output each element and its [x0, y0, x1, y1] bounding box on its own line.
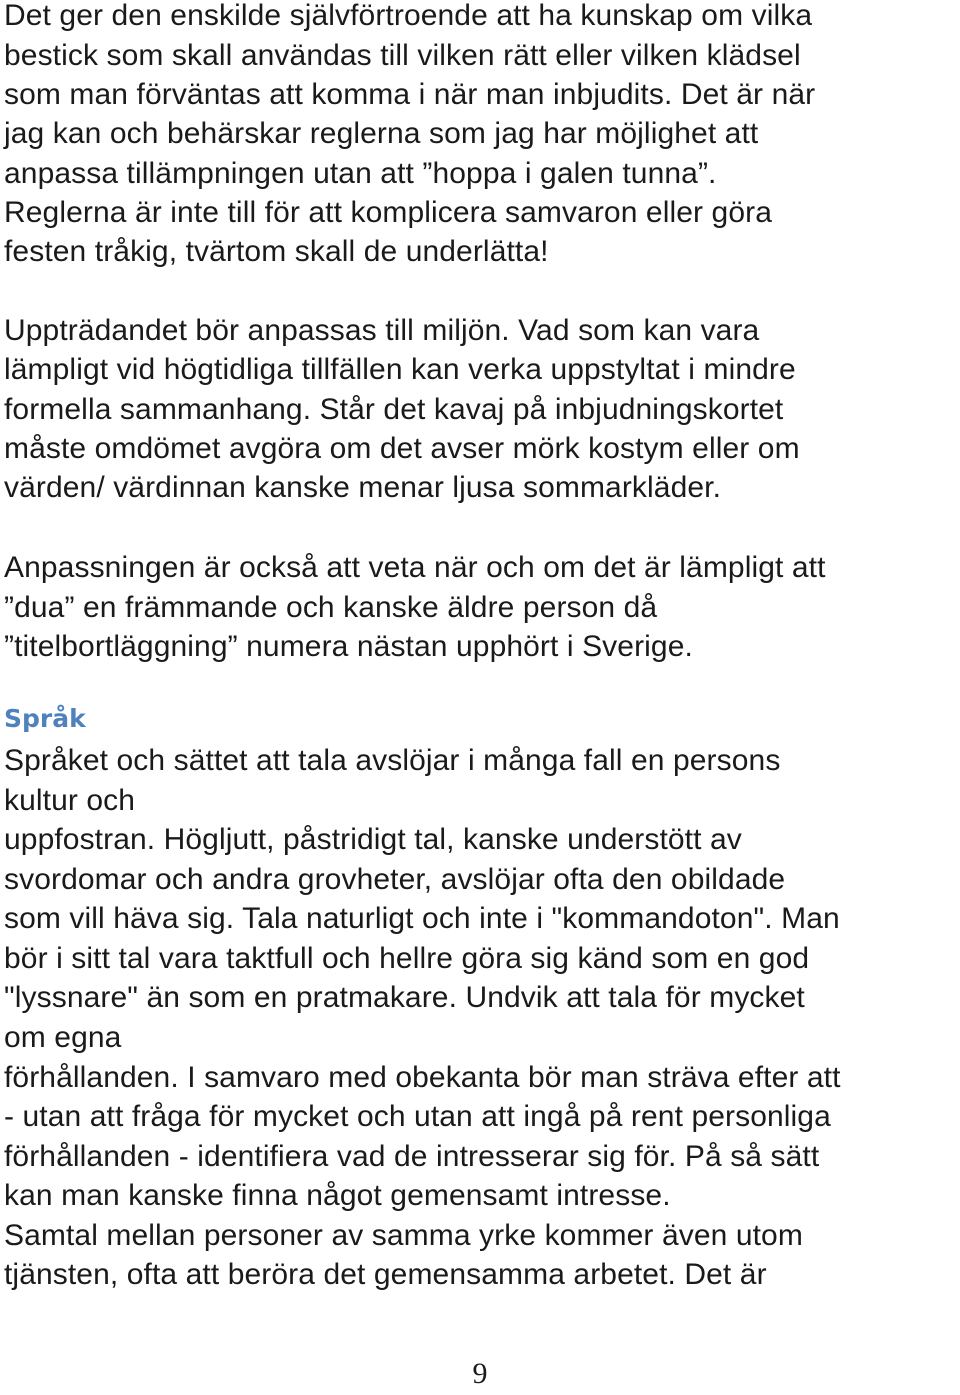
section-line-11: förhållanden - identifiera vad de intresserar sig för. På så sätt	[4, 1140, 820, 1173]
paragraph-1-line-3: som man förväntas att komma i när man inbjudits. Det är när	[4, 78, 816, 111]
paragraph-1-line-5: anpassa tillämpningen utan att ”hoppa i galen tunna”.	[4, 157, 717, 190]
paragraph-2-line-2: lämpligt vid högtidliga tillfällen kan verka uppstyltat i mindre	[4, 353, 796, 386]
page-number: 9	[472, 1357, 488, 1390]
paragraph-3-line-1: Anpassningen är också att veta när och om det är lämpligt att	[4, 551, 826, 584]
paragraph-3-line-3: ”titelbortläggning” numera nästan upphört i Sverige.	[4, 630, 693, 663]
paragraph-1-line-6: Reglerna är inte till för att komplicera samvaron eller göra	[4, 196, 772, 229]
paragraph-1-line-4: jag kan och behärskar reglerna som jag har möjlighet att	[4, 117, 759, 150]
section-line-12: kan man kanske finna något gemensamt intresse.	[4, 1179, 671, 1212]
paragraph-1-line-1: Det ger den enskilde självförtroende att ha kunskap om vilka	[4, 0, 813, 32]
section-line-13: Samtal mellan personer av samma yrke kommer även utom	[4, 1219, 803, 1252]
section-line-3: uppfostran. Högljutt, påstridigt tal, kanske understött av	[4, 823, 742, 856]
section-line-4: svordomar och andra grovheter, avslöjar ofta den obildade	[4, 863, 786, 896]
section-line-8: om egna	[4, 1021, 122, 1054]
section-line-9: förhållanden. I samvaro med obekanta bör man sträva efter att	[4, 1061, 841, 1094]
paragraph-1-line-7: festen tråkig, tvärtom skall de underlätta!	[4, 235, 549, 268]
paragraph-3-line-2: ”dua” en främmande och kanske äldre person då	[4, 591, 658, 624]
section-line-6: bör i sitt tal vara taktfull och hellre göra sig känd som en god	[4, 942, 810, 975]
paragraph-1-line-2: bestick som skall användas till vilken rätt eller vilken klädsel	[4, 39, 801, 72]
paragraph-2-line-1: Uppträdandet bör anpassas till miljön. Vad som kan vara	[4, 314, 760, 347]
section-line-7: "lyssnare" än som en pratmakare. Undvik att tala för mycket	[4, 981, 805, 1014]
paragraph-2-line-5: värden/ värdinnan kanske menar ljusa sommarkläder.	[4, 471, 722, 504]
section-line-5: som vill häva sig. Tala naturligt och inte i "kommandoton". Man	[4, 902, 840, 935]
section-line-1: Språket och sättet att tala avslöjar i många fall en persons	[4, 744, 781, 777]
section-line-2: kultur och	[4, 784, 136, 817]
paragraph-2-line-3: formella sammanhang. Står det kavaj på inbjudningskortet	[4, 393, 784, 426]
section-line-10: - utan att fråga för mycket och utan att ingå på rent personliga	[4, 1100, 831, 1133]
section-heading: Språk	[4, 704, 86, 733]
paragraph-2-line-4: måste omdömet avgöra om det avser mörk kostym eller om	[4, 432, 800, 465]
section-line-14: tjänsten, ofta att beröra det gemensamma arbetet. Det är	[4, 1258, 767, 1291]
